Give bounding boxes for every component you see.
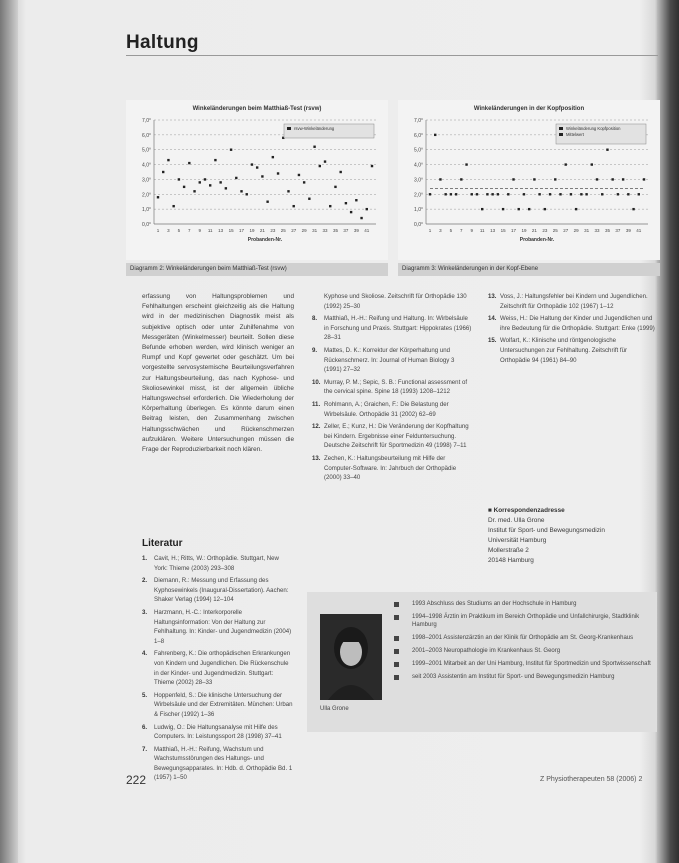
chart-title-right: Winkeländerungen in der Kopfposition bbox=[473, 106, 585, 112]
reference-text: Weiss, H.: Die Haltung der Kinder und Jugendlichen und ihre Bedeutung für die Orthopädie. Stuttgart: Enke (1999) bbox=[500, 315, 655, 332]
data-point bbox=[199, 181, 201, 183]
journal-reference: Z Physiotherapeuten 58 (2006) 2 bbox=[540, 776, 643, 783]
x-tick-label: 9 bbox=[198, 228, 202, 233]
data-point bbox=[355, 199, 357, 201]
reference-number: 6. bbox=[142, 723, 148, 731]
x-tick-label: 5 bbox=[449, 228, 453, 233]
bio-item-text: 1998–2001 Assistenzärztin an der Klinik für Orthopädie am St. Georg-Krankenhaus bbox=[412, 635, 634, 642]
reference-text: Murray, P. M.; Sepic, S. B.: Functional assessment of the cervical spine. Spine 18 (1993) 1208–1212 bbox=[324, 378, 468, 396]
data-point bbox=[549, 193, 551, 195]
reference-item bbox=[312, 314, 472, 343]
reference-text: Hoppenfeld, S.: Die klinische Untersuchung der Wirbelsäule und der Extremitäten. München: Urban & Fischer (1992) 1–36 bbox=[154, 691, 293, 718]
data-point bbox=[214, 159, 216, 161]
x-tick-label: 3 bbox=[439, 228, 442, 233]
y-tick-label: 5,0° bbox=[414, 147, 423, 154]
author-photo bbox=[320, 614, 382, 700]
data-point bbox=[460, 178, 462, 180]
x-axis-label: Probanden-Nr. bbox=[519, 237, 555, 243]
x-tick-label: 15 bbox=[228, 228, 234, 233]
correspondence-line: Mollerstraße 2 bbox=[488, 547, 529, 554]
reference-text: Wolfart, K.: Klinische und röntgenologische Untersuchungen zur Fehlhaltung. Zeitschrift für Orthopädie 94 (1961) 84–90 bbox=[500, 337, 628, 364]
data-point bbox=[256, 166, 258, 168]
y-tick-label: 2,0° bbox=[142, 192, 151, 199]
data-point bbox=[570, 193, 572, 195]
chart-legend bbox=[556, 124, 646, 144]
reference-number: 13. bbox=[312, 454, 321, 462]
x-tick-label: 15 bbox=[500, 228, 506, 233]
correspondence-title: ■ Korrespondenzadresse bbox=[488, 507, 565, 514]
reference-item bbox=[488, 336, 656, 365]
reference-text: Matthiaß, H.-H.: Reifung und Haltung. In: Wirbelsäule in Forschung und Praxis. Stuttgart: Hippokrates (1966) 28–31 bbox=[324, 315, 472, 342]
data-point bbox=[601, 193, 603, 195]
y-tick-label: 3,0° bbox=[414, 177, 423, 184]
legend-label: rsvw-Winkeländerung bbox=[294, 126, 335, 131]
x-tick-label: 13 bbox=[218, 228, 224, 233]
legend-label: Mittelwert bbox=[566, 132, 584, 137]
bio-item bbox=[394, 647, 652, 656]
data-point bbox=[465, 163, 467, 165]
figure-caption-left: Diagramm 2: Winkeländerungen beim Matthiaß-Test (rsvw) bbox=[126, 263, 388, 276]
correspondence-line: 20148 Hamburg bbox=[488, 557, 534, 564]
reference-number: 1. bbox=[142, 555, 148, 562]
data-point bbox=[339, 171, 341, 173]
bio-item bbox=[394, 613, 652, 630]
data-point bbox=[565, 163, 567, 165]
x-tick-label: 25 bbox=[552, 228, 558, 233]
y-tick-label: 3,0° bbox=[142, 177, 151, 184]
reference-item bbox=[312, 346, 472, 375]
data-point bbox=[528, 208, 530, 210]
data-point bbox=[261, 175, 263, 177]
data-point bbox=[167, 159, 169, 161]
data-point bbox=[319, 165, 321, 167]
reference-item bbox=[142, 576, 294, 605]
x-tick-label: 19 bbox=[521, 228, 527, 233]
bio-item bbox=[394, 673, 652, 682]
x-tick-label: 37 bbox=[343, 228, 349, 233]
reference-number: 4. bbox=[142, 650, 148, 658]
chart-left bbox=[126, 112, 388, 262]
page-number: 222 bbox=[126, 773, 147, 787]
data-point bbox=[209, 184, 211, 186]
x-tick-label: 35 bbox=[332, 228, 338, 233]
reference-number: 3. bbox=[142, 608, 148, 616]
data-point bbox=[559, 193, 561, 195]
data-point bbox=[585, 193, 587, 195]
x-tick-label: 41 bbox=[364, 228, 370, 233]
reference-text: Kyphose und Skoliose. Zeitschrift für Orthopädie 130 (1992) 25–30 bbox=[324, 293, 467, 310]
reference-item bbox=[312, 292, 472, 311]
data-point bbox=[334, 186, 336, 188]
reference-number: 2. bbox=[142, 577, 148, 585]
data-point bbox=[162, 171, 164, 173]
data-point bbox=[502, 208, 504, 210]
data-point bbox=[476, 193, 478, 195]
x-tick-label: 1 bbox=[428, 228, 432, 233]
reference-number: 7. bbox=[142, 745, 148, 753]
data-point bbox=[611, 178, 613, 180]
reference-number: 13. bbox=[488, 293, 497, 300]
bio-item bbox=[394, 660, 652, 669]
data-point bbox=[183, 186, 185, 188]
x-tick-label: 21 bbox=[259, 228, 265, 233]
x-tick-label: 11 bbox=[479, 228, 485, 233]
reference-number: 10. bbox=[312, 378, 321, 386]
reference-number: 11. bbox=[312, 400, 321, 408]
references-column-1 bbox=[142, 554, 294, 786]
data-point bbox=[371, 165, 373, 167]
x-tick-label: 31 bbox=[584, 228, 590, 233]
reference-text: Harzmann, H.-C.: Interkorporelle Haltungsinformation: Von der Haltung zur Fehlhaltung. In: Kinder- und Jugendmedizin (2004) 1–8 bbox=[154, 608, 292, 645]
data-point bbox=[544, 208, 546, 210]
data-point bbox=[486, 193, 488, 195]
page-shadow-right bbox=[657, 0, 679, 863]
x-tick-label: 37 bbox=[615, 228, 621, 233]
y-tick-label: 4,0° bbox=[414, 162, 423, 169]
x-tick-label: 23 bbox=[542, 228, 548, 233]
page-header bbox=[126, 32, 199, 54]
bullet-icon bbox=[394, 615, 399, 620]
bullet-icon bbox=[394, 675, 399, 680]
legend-label: Winkeländerung Kopfposition bbox=[566, 126, 621, 131]
body-column-1 bbox=[142, 292, 294, 455]
data-point bbox=[277, 172, 279, 174]
x-tick-label: 19 bbox=[249, 228, 255, 233]
figure-caption-right: Diagramm 3: Winkeländerungen in der Kopf-Ebene bbox=[398, 263, 660, 276]
data-point bbox=[518, 208, 520, 210]
data-point bbox=[575, 208, 577, 210]
references-column-3 bbox=[488, 292, 656, 368]
data-point bbox=[266, 201, 268, 203]
bio-item-text: 1993 Abschluss des Studiums an der Hochschule in Hamburg bbox=[412, 601, 577, 607]
y-tick-label: 6,0° bbox=[142, 132, 151, 139]
reference-item bbox=[312, 378, 472, 397]
data-point bbox=[622, 178, 624, 180]
data-point bbox=[246, 193, 248, 195]
data-point bbox=[172, 205, 174, 207]
reference-item bbox=[142, 554, 294, 573]
correspondence-line: Universität Hamburg bbox=[488, 537, 547, 544]
x-tick-label: 39 bbox=[625, 228, 631, 233]
x-axis-label: Probanden-Nr. bbox=[247, 237, 283, 243]
reference-item bbox=[488, 292, 656, 311]
y-tick-label: 5,0° bbox=[142, 147, 151, 154]
x-tick-label: 17 bbox=[511, 228, 517, 233]
x-tick-label: 29 bbox=[301, 228, 307, 233]
bio-item-text: seit 2003 Assistentin am Institut für Sport- und Bewegungsmedizin Hamburg bbox=[412, 673, 615, 680]
y-tick-label: 6,0° bbox=[414, 132, 423, 139]
correspondence-address bbox=[488, 516, 656, 566]
reference-item bbox=[312, 422, 472, 451]
data-point bbox=[293, 205, 295, 207]
data-point bbox=[617, 193, 619, 195]
x-tick-label: 17 bbox=[239, 228, 245, 233]
data-point bbox=[360, 217, 362, 219]
data-point bbox=[429, 193, 431, 195]
reference-item bbox=[142, 608, 294, 646]
x-tick-label: 5 bbox=[177, 228, 181, 233]
data-point bbox=[596, 178, 598, 180]
x-tick-label: 21 bbox=[531, 228, 537, 233]
reference-number: 8. bbox=[312, 315, 318, 323]
reference-item bbox=[142, 723, 294, 742]
reference-text: Zechen, K.: Haltungsbeurteilung mit Hilfe der Computer-Software. In: Jahrbuch der Orthopädie (2000) 33–40 bbox=[324, 454, 457, 482]
data-point bbox=[638, 193, 640, 195]
reference-text: Matthiaß, H.-H.: Reifung, Wachstum und Wachstumsstörungen des Haltungs- und Bewegungsapparates. In: Hdb. d. Orthopädie Bd. 1 (1957) 1–50 bbox=[154, 745, 293, 782]
reference-item bbox=[488, 314, 656, 333]
bio-item bbox=[394, 600, 652, 609]
y-tick-label: 7,0° bbox=[414, 118, 423, 124]
x-tick-label: 39 bbox=[353, 228, 359, 233]
x-tick-label: 31 bbox=[312, 228, 318, 233]
reference-text: Zeller, E.; Kunz, H.: Die Veränderung der Kopfhaltung bei Kindern. Ergebnisse einer Felduntersuchung. Deutsche Zeitschrift für Sportmedizin 49 (1998) 7–11 bbox=[324, 423, 469, 450]
data-point bbox=[632, 208, 634, 210]
reference-item bbox=[142, 649, 294, 687]
data-point bbox=[345, 202, 347, 204]
body-paragraph: erfassung von Haltungsproblemen und Fehlhaltungen erscheint gleichzeitig als die Haltung wird in der medizinischen Diagnostik meist als subjektive optisch oder unter Zuhilfenahme von Messgeräten (Winkelmesser) beurteilt. Sollen diese Befunde erhoben werden, wird klinisch weniger an Rumpf und Kopf gewertet oder geschätzt. Um bei vorgestellte servosystemische Beurteilungsverfahren zur Haltungsbeurteilung, das nach Kyphose- und Skoliosewinkel misst, ist der allgemein übliche Haltungswechsel erforderlich. Die Wiederholung der Körperhaltung überlegen. Es könnte darum einen Beitrag leisten, den Zusammenhang zwischen Haltungsschwächen und Rückenschmerzen aufzuklären. Weitere Untersuchungen müssen die Frage der Reproduzierbarkeit noch klären. bbox=[142, 293, 294, 454]
reference-item bbox=[142, 745, 294, 783]
data-point bbox=[491, 193, 493, 195]
data-point bbox=[512, 178, 514, 180]
data-point bbox=[533, 178, 535, 180]
data-point bbox=[219, 181, 221, 183]
x-tick-label: 3 bbox=[167, 228, 170, 233]
data-point bbox=[455, 193, 457, 195]
chart-right bbox=[398, 112, 660, 262]
data-point bbox=[303, 181, 305, 183]
data-point bbox=[523, 193, 525, 195]
literature-heading: Literatur bbox=[142, 538, 183, 549]
data-point bbox=[251, 163, 253, 165]
data-point bbox=[204, 178, 206, 180]
data-point bbox=[157, 196, 159, 198]
data-point bbox=[235, 177, 237, 179]
reference-list-1 bbox=[142, 554, 294, 783]
bio-item-text: 1999–2001 Mitarbeit an der Uni Hamburg, Institut für Sportmedizin und Sportwissenschaft bbox=[412, 660, 651, 667]
legend-swatch bbox=[559, 133, 563, 136]
data-point bbox=[178, 178, 180, 180]
x-tick-label: 41 bbox=[636, 228, 642, 233]
data-point bbox=[366, 208, 368, 210]
data-point bbox=[643, 178, 645, 180]
x-tick-label: 33 bbox=[322, 228, 328, 233]
x-tick-label: 27 bbox=[291, 228, 297, 233]
legend-swatch bbox=[287, 127, 291, 130]
data-point bbox=[240, 190, 242, 192]
reference-number: 15. bbox=[488, 337, 497, 345]
y-tick-label: 0,0° bbox=[414, 222, 423, 228]
reference-text: Diemann, R.: Messung und Erfassung des Kyphosewinkels (Inaugural-Dissertation). Aachen: Shaker Verlag (1994) 12–104 bbox=[154, 577, 289, 604]
reference-list-3 bbox=[488, 292, 656, 365]
data-point bbox=[324, 160, 326, 162]
data-point bbox=[287, 190, 289, 192]
data-point bbox=[471, 193, 473, 195]
data-point bbox=[329, 205, 331, 207]
reference-text: Ludwig, O.: Die Haltungsanalyse mit Hilfe des Computers. In: Leistungssport 28 (1998) 37–41 bbox=[154, 723, 282, 741]
x-tick-label: 23 bbox=[270, 228, 276, 233]
correspondence-line: Dr. med. Ulla Grone bbox=[488, 517, 545, 524]
chart-legend bbox=[284, 124, 374, 138]
y-tick-label: 1,0° bbox=[142, 207, 151, 214]
reference-number: 5. bbox=[142, 691, 148, 699]
x-tick-label: 7 bbox=[188, 228, 191, 233]
x-tick-label: 9 bbox=[470, 228, 474, 233]
x-tick-label: 29 bbox=[573, 228, 579, 233]
reference-text: Cavit, H.; Ritts, W.: Orthopädie. Stuttgart, New York: Thieme (2003) 293–308 bbox=[154, 555, 279, 572]
bullet-icon bbox=[394, 602, 399, 607]
x-tick-label: 35 bbox=[604, 228, 610, 233]
data-point bbox=[481, 208, 483, 210]
data-point bbox=[444, 193, 446, 195]
reference-number: 14. bbox=[488, 315, 497, 323]
figure-right bbox=[398, 100, 660, 260]
x-tick-label: 1 bbox=[156, 228, 160, 233]
data-point bbox=[591, 163, 593, 165]
data-point bbox=[507, 193, 509, 195]
reference-list-2 bbox=[312, 292, 472, 483]
header-divider bbox=[126, 55, 658, 56]
data-point bbox=[554, 178, 556, 180]
legend-swatch bbox=[559, 127, 563, 130]
bio-item bbox=[394, 634, 652, 643]
data-point bbox=[313, 146, 315, 148]
y-tick-label: 7,0° bbox=[142, 118, 151, 124]
data-point bbox=[580, 193, 582, 195]
reference-text: Rohlmann, A.; Graichen, F.: Die Belastung der Wirbelsäule. Orthopädie 31 (2002) 62–69 bbox=[324, 400, 449, 418]
data-point bbox=[193, 190, 195, 192]
reference-text: Fahrenberg, K.: Die orthopädischen Erkrankungen von Kindern und Jugendlichen. Die Rückenschule in der Kinder- und Jugendmedizin. Stuttgart: Thieme (2002) 28–33 bbox=[154, 650, 291, 687]
reference-number: 12. bbox=[312, 423, 321, 431]
reference-item bbox=[312, 400, 472, 419]
data-point bbox=[434, 134, 436, 136]
figure-left bbox=[126, 100, 388, 260]
x-tick-label: 13 bbox=[490, 228, 496, 233]
bio-item-text: 2001–2003 Neuropathologie im Krankenhaus St. Georg bbox=[412, 647, 561, 654]
x-tick-label: 11 bbox=[207, 228, 213, 233]
chart-title-left: Winkeländerungen beim Matthiaß-Test (rsvw) bbox=[192, 106, 322, 112]
correspondence-block bbox=[488, 506, 656, 566]
reference-number: 9. bbox=[312, 346, 318, 354]
section-title-haltung: Haltung bbox=[126, 32, 199, 53]
data-point bbox=[497, 193, 499, 195]
data-point bbox=[272, 156, 274, 158]
correspondence-title-text: Korrespondenzadresse bbox=[493, 507, 565, 514]
author-bio-list bbox=[394, 600, 652, 685]
y-tick-label: 1,0° bbox=[414, 207, 423, 214]
x-tick-label: 7 bbox=[460, 228, 463, 233]
data-point bbox=[439, 178, 441, 180]
y-tick-label: 0,0° bbox=[142, 222, 151, 228]
y-tick-label: 4,0° bbox=[142, 162, 151, 169]
data-point bbox=[298, 174, 300, 176]
reference-text: Voss, J.: Haltungsfehler bei Kindern und Jugendlichen. Zeitschrift für Orthopädie 102 (1967) 1–12 bbox=[500, 293, 648, 310]
data-point bbox=[450, 193, 452, 195]
data-point bbox=[627, 193, 629, 195]
bullet-icon bbox=[394, 649, 399, 654]
data-point bbox=[225, 187, 227, 189]
references-column-2 bbox=[312, 292, 472, 486]
reference-item bbox=[142, 691, 294, 720]
bullet-icon bbox=[394, 636, 399, 641]
page-shadow-left bbox=[0, 0, 18, 863]
x-tick-label: 27 bbox=[563, 228, 569, 233]
bullet-icon bbox=[394, 662, 399, 667]
data-point bbox=[188, 162, 190, 164]
reference-text: Mattes, D. K.: Korrektur der Körperhaltung und Rückenschmerz. In: Journal of Human Biology 3 (1991) 27–32 bbox=[324, 346, 455, 374]
data-point bbox=[538, 193, 540, 195]
correspondence-line: Institut für Sport- und Bewegungsmedizin bbox=[488, 527, 605, 534]
data-point bbox=[230, 149, 232, 151]
author-portrait-image bbox=[320, 614, 382, 700]
y-tick-label: 2,0° bbox=[414, 192, 423, 199]
x-tick-label: 33 bbox=[594, 228, 600, 233]
data-point bbox=[606, 149, 608, 151]
reference-item bbox=[312, 454, 472, 483]
x-tick-label: 25 bbox=[280, 228, 286, 233]
author-name: Ulla Grone bbox=[320, 706, 349, 712]
bio-item-text: 1994–1998 Ärztin im Praktikum im Bereich Orthopädie und Unfallchirurgie, Stadtklinik Hamburg bbox=[412, 613, 640, 629]
data-point bbox=[350, 211, 352, 213]
data-point bbox=[308, 198, 310, 200]
